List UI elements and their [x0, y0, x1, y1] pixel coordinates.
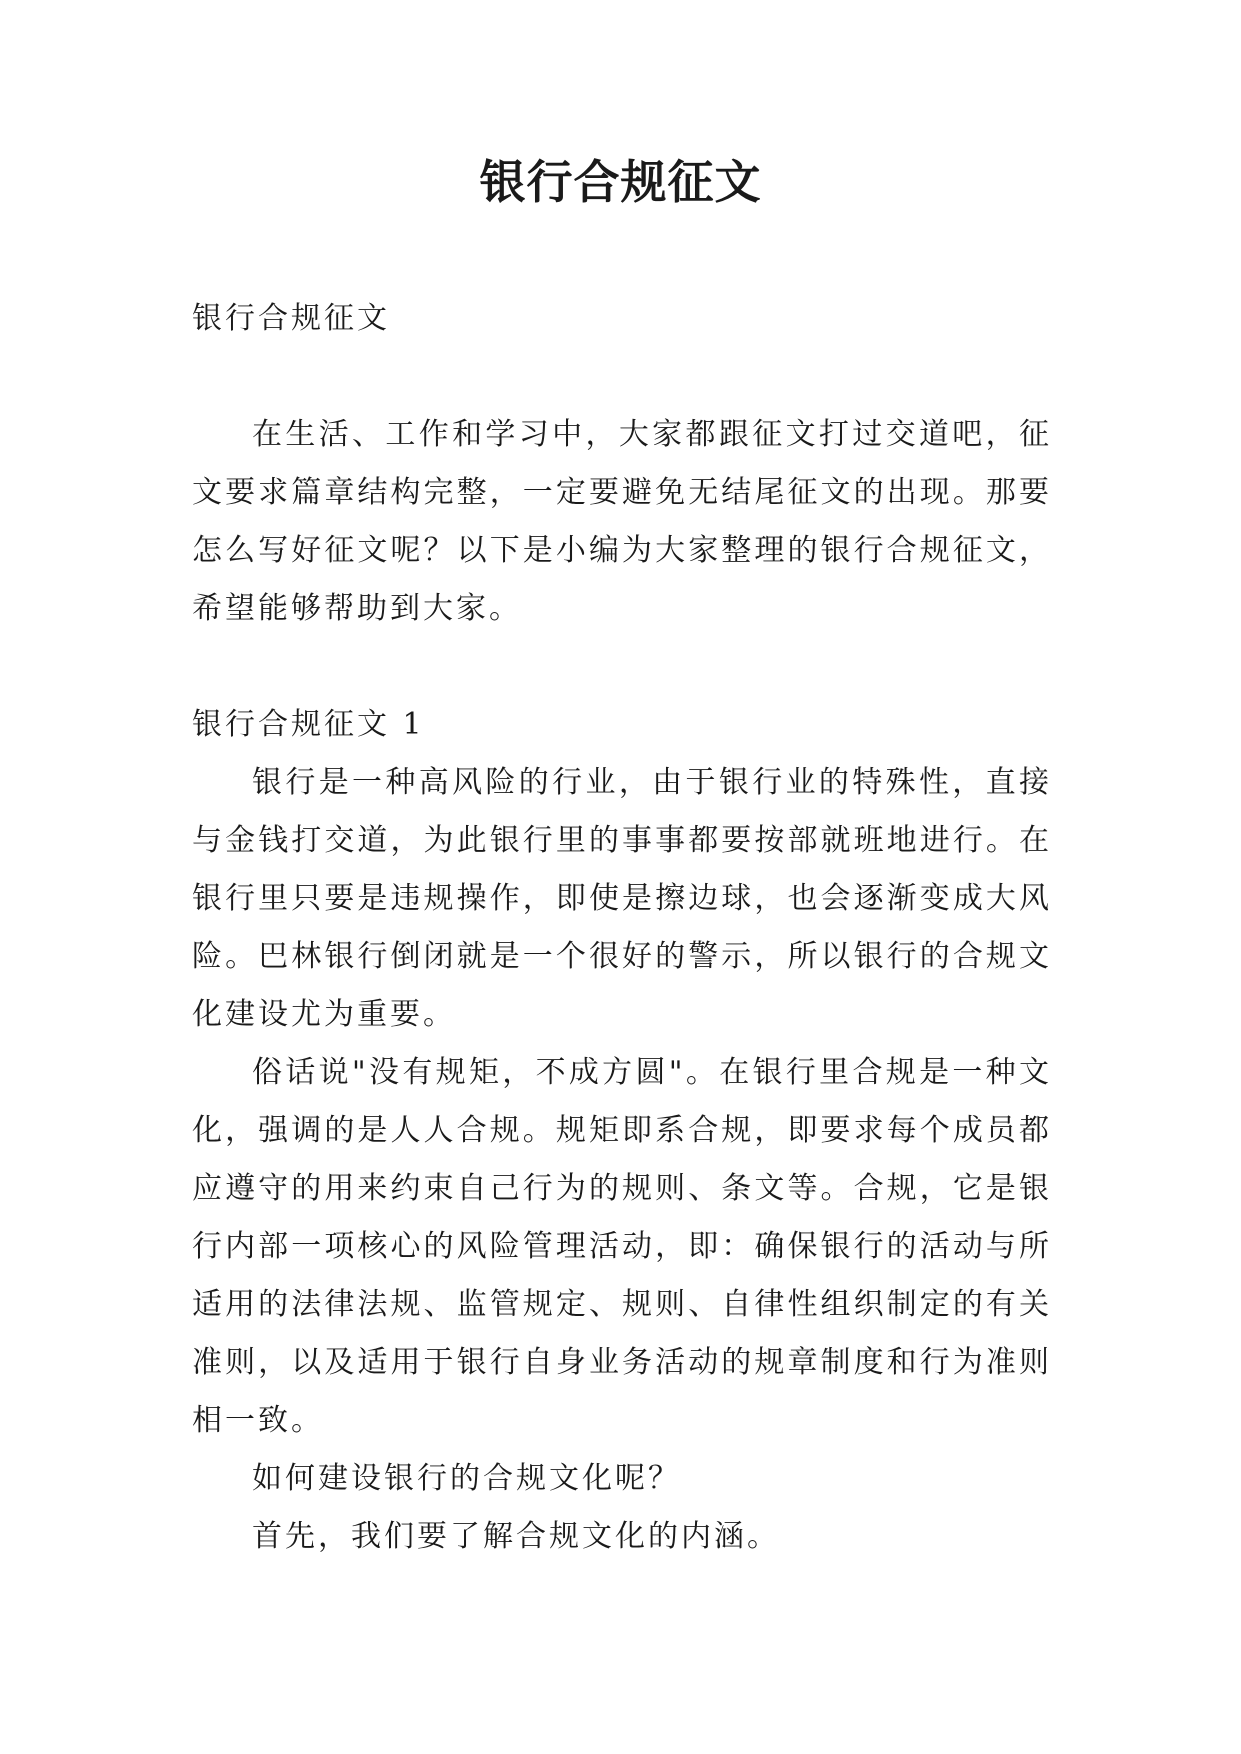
intro-paragraph: 在生活、工作和学习中，大家都跟征文打过交道吧，征文要求篇章结构完整，一定要避免无结尾征文的出现。那要怎么写好征文呢？以下是小编为大家整理的银行合规征文，希望能够帮助到大家。 [192, 417, 1052, 626]
section-heading: 银行合规征文 1 [192, 707, 425, 742]
document-subtitle: 银行合规征文 [192, 301, 390, 336]
body-paragraph: 如何建设银行的合规文化呢？ [252, 1461, 681, 1496]
document-title: 银行合规征文 [479, 155, 762, 209]
body-paragraph: 银行是一种高风险的行业，由于银行业的特殊性，直接与金钱打交道，为此银行里的事事都要按部就班地进行。在银行里只要是违规操作，即使是擦边球，也会逐渐变成大风险。巴林银行倒闭就是一个很好的警示，所以银行的合规文化建设尤为重要。 [192, 765, 1052, 1032]
body-paragraph: 首先，我们要了解合规文化的内涵。 [252, 1519, 780, 1554]
body-paragraph: 俗话说"没有规矩，不成方圆"。在银行里合规是一种文化，强调的是人人合规。规矩即系合规，即要求每个成员都应遵守的用来约束自己行为的规则、条文等。合规，它是银行内部一项核心的风险管理活动，即：确保银行的活动与所适用的法律法规、监管规定、规则、自律性组织制定的有关准则，以及适用于银行自身业务活动的规章制度和行为准则相一致。 [192, 1055, 1052, 1438]
document-body [192, 290, 1052, 1566]
